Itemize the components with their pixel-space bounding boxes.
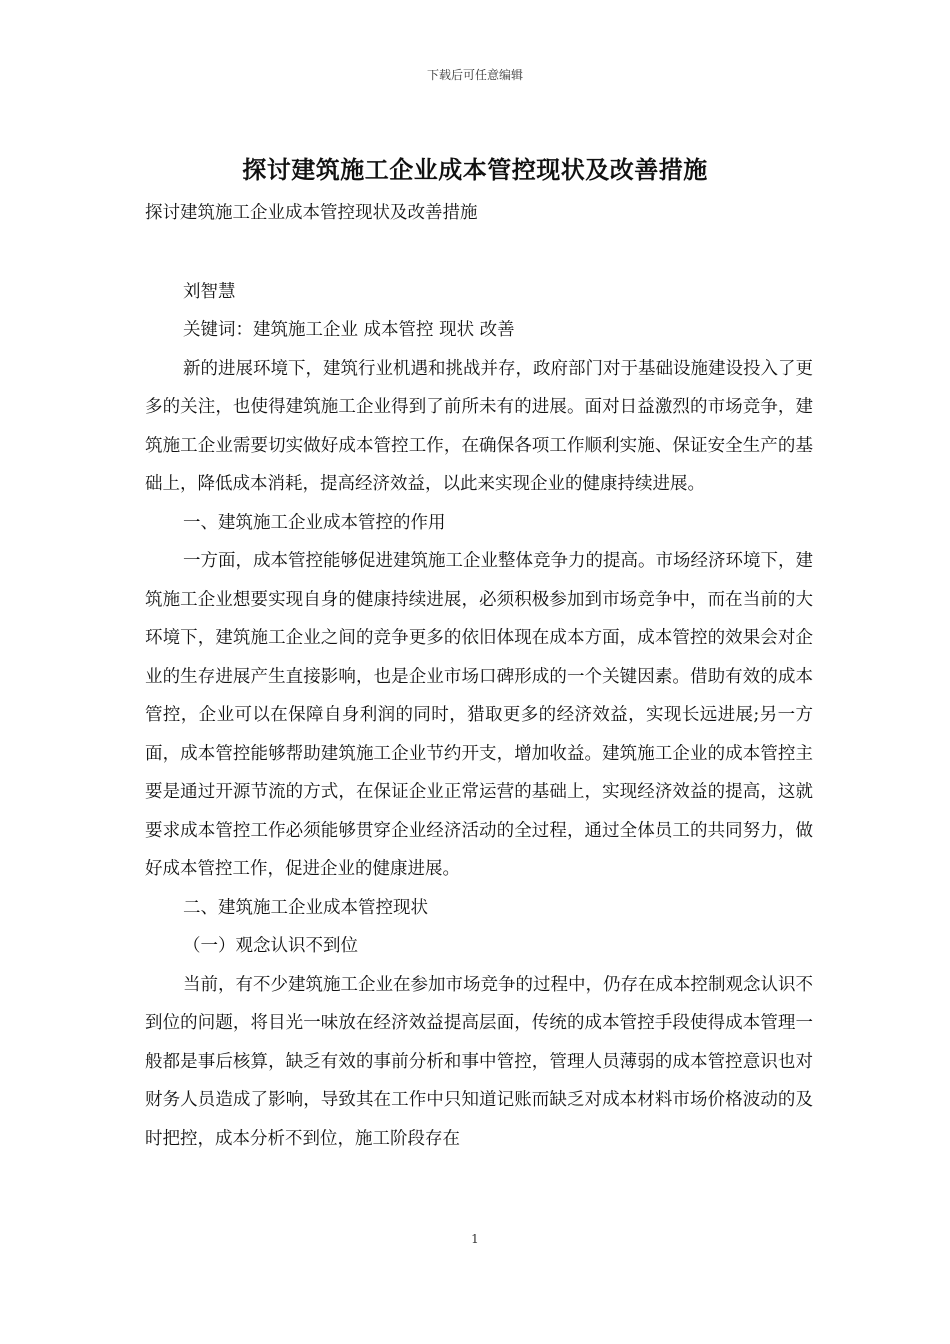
intro-paragraph: 新的进展环境下，建筑行业机遇和挑战并存，政府部门对于基础设施建设投入了更多的关注，也使得建筑施工企业得到了前所未有的进展。面对日益激烈的市场竞争，建筑施工企业需要切实做好成本管控工作，在确保各项工作顺利实施、保证安全生产的基础上，降低成本消耗，提高经济效益，以此来实现企业的健康持续进展。	[145, 358, 813, 494]
blank-line	[145, 233, 813, 273]
section-heading-2: 二、建筑施工企业成本管控现状	[183, 897, 428, 918]
document-body	[145, 194, 813, 1158]
header-note: 下载后可任意编辑	[426, 68, 523, 82]
page-number: 1	[471, 1232, 479, 1246]
document-subtitle: 探讨建筑施工企业成本管控现状及改善措施	[145, 203, 478, 223]
section-heading-1: 一、建筑施工企业成本管控的作用	[183, 512, 446, 533]
document-title: 探讨建筑施工企业成本管控现状及改善措施	[242, 155, 708, 184]
keywords: 关键词：建筑施工企业 成本管控 现状 改善	[183, 320, 515, 340]
body-paragraph-1: 一方面，成本管控能够促进建筑施工企业整体竞争力的提高。市场经济环境下，建筑施工企业想要实现自身的健康持续进展，必须积极参加到市场竞争中，而在当前的大环境下，建筑施工企业之间的竞争更多的依旧体现在成本方面，成本管控的效果会对企业的生存进展产生直接影响，也是企业市场口碑形成的一个关键因素。借助有效的成本管控，企业可以在保障自身利润的同时，猎取更多的经济效益，实现长远进展;另一方面，成本管控能够帮助建筑施工企业节约开支，增加收益。建筑施工企业的成本管控主要是通过开源节流的方式，在保证企业正常运营的基础上，实现经济效益的提高，这就要求成本管控工作必须能够贯穿企业经济活动的全过程，通过全体员工的共同努力，做好成本管控工作，促进企业的健康进展。	[145, 551, 813, 879]
author: 刘智慧	[183, 281, 236, 302]
body-paragraph-2: 当前，有不少建筑施工企业在参加市场竞争的过程中，仍存在成本控制观念认识不到位的问题，将目光一味放在经济效益提高层面，传统的成本管控手段使得成本管理一般都是事后核算，缺乏有效的事前分析和事中管控，管理人员薄弱的成本管控意识也对财务人员造成了影响，导致其在工作中只知道记账而缺乏对成本材料市场价格波动的及时把控，成本分析不到位，施工阶段存在	[145, 974, 813, 1149]
subsection-heading-1: （一）观念认识不到位	[183, 936, 358, 956]
